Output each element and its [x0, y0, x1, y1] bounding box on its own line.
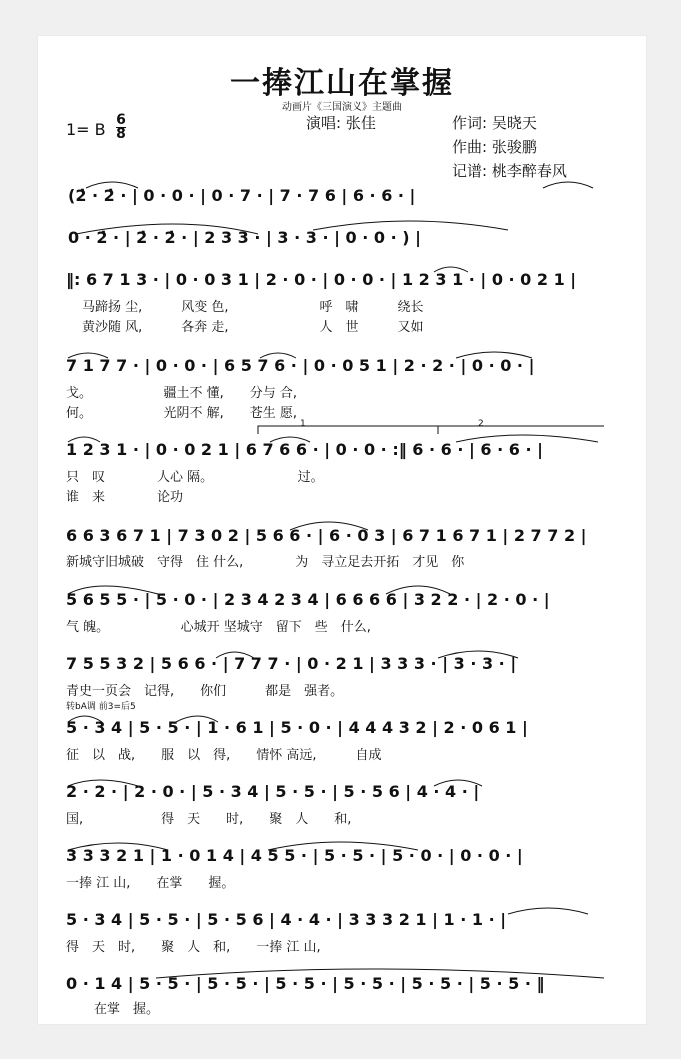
lyric-line: 何。 光阴不 解, 苍生 愿, — [66, 406, 298, 421]
notation-row: (2̇ · 2̇ · | 0 · 0 · | 0 · 7 · | 7 · 7 6 | 6 · 6 · | — [68, 186, 416, 205]
volta-2-label: 2 — [478, 419, 484, 429]
notation-row: ‖: 6 7 1 3 · | 0 · 0 3 1 | 2 · 0 · | 0 · 0 · | 1 2 3 1 · | 0 · 0 2 1 | — [66, 270, 577, 289]
lyric-line: 戈。 疆土不 懂, 分与 合, — [66, 386, 298, 401]
composer-credit: 作曲: 张骏鹏 — [452, 138, 537, 156]
lyric-line: 青史一页会 记得, 你们 都是 强者。 — [66, 684, 344, 699]
notation-row: 1 2 3 1 · | 0 · 0 2 1 | 6 7 6 6 · | 0 · 0 · :‖ 6 · 6 · | 6 · 6 · | — [66, 440, 543, 459]
notation-row: 3 3 3 2 1 | 1 · 0 1 4 | 4 5 5 · | 5 · 5 · | 5 · 0 · | 0 · 0 · | — [66, 846, 523, 865]
notation-row: 5 · 3 4 | 5 · 5 · | 1 · 6 1 | 5 · 0 · | 4 4 4 3 2 | 2 · 0 6 1 | — [66, 718, 528, 737]
volta-1-label: 1 — [300, 419, 306, 429]
transcriber-credit: 记谱: 桃李醉春风 — [452, 162, 567, 180]
score-sheet — [38, 36, 646, 1024]
lyric-line: 谁 来 论功 — [66, 490, 184, 505]
meter-top: 6 — [116, 112, 126, 128]
notation-row: 5 6 5 5 · | 5 · 0 · | 2 3 4 2 3 4 | 6 6 6 6 | 3 2 2 · | 2 · 0 · | — [66, 590, 550, 609]
notation-row: 5 · 3 4 | 5 · 5 · | 5 · 5 6 | 4 · 4 · | 3 3 3 2 1 | 1 · 1 · | — [66, 910, 507, 929]
lyric-line: 黄沙随 风, 各奔 走, 人 世 又如 — [82, 320, 424, 335]
lyric-line: 一捧 江 山, 在掌 握。 — [66, 876, 235, 891]
notation-row: 6 6 3 6 7 1 | 7 3 0 2 | 5 6 6 · | 6 · 0 3 | 6 7 1 6 7 1 | 2 7 7 2 | — [66, 526, 587, 545]
lyric-line: 新城守旧城破 守得 住 什么, 为 寻立足去开拓 才见 你 — [66, 555, 465, 570]
modulation-annotation: 转bA调 前3=后5 — [66, 702, 136, 712]
lyric-line: 马蹄扬 尘, 风变 色, 呼 啸 绕长 — [82, 300, 424, 315]
lyric-line: 征 以 战, 服 以 得, 情怀 高远, 自成 — [66, 748, 382, 763]
notation-row: 2 · 2 · | 2 · 0 · | 5 · 3 4 | 5 · 5 · | 5 · 5 6 | 4 · 4 · | — [66, 782, 480, 801]
notation-row: 7 5 5 3 2 | 5 6 6 · | 7 7 7 · | 0 · 2 1 | 3 3 3 · | 3 · 3 · | — [66, 654, 517, 673]
lyric-line: 在掌 握。 — [94, 1002, 160, 1017]
time-signature — [116, 114, 126, 141]
singer-credit: 演唱: 张佳 — [306, 114, 376, 132]
lyric-line: 气 魄。 心城开 坚城守 留下 些 什么, — [66, 620, 371, 635]
volta-1-line — [258, 426, 438, 434]
lyric-line: 得 天 时, 聚 人 和, 一捧 江 山, — [66, 940, 321, 955]
volta-2-line — [438, 426, 604, 434]
lyric-line: 只 叹 人心 隔。 过。 — [66, 470, 324, 485]
key-signature: 1= B — [66, 120, 106, 139]
song-subtitle: 动画片《三国演义》主题曲 — [282, 102, 402, 113]
notation-row: 7 1 7 7 · | 0 · 0 · | 6 5 7 6 · | 0 · 0 5 1 | 2 · 2 · | 0 · 0 · | — [66, 356, 535, 375]
lyricist-credit: 作词: 吴晓天 — [452, 114, 537, 132]
song-title: 一捧江山在掌握 — [230, 66, 454, 101]
notation-row: 0 · 1 4 | 5 · 5 · | 5 · 5 · | 5 · 5 · | 5 · 5 · | 5 · 5 · | 5 · 5 · ‖ — [66, 974, 545, 993]
slur-mark — [543, 182, 593, 188]
notation-row: 0 · 2̇ · | 2̇ · 2̇ · | 2 3 3 · | 3 · 3 · | 0 · 0 · ) | — [68, 228, 421, 247]
lyric-line: 国, 得 天 时, 聚 人 和, — [66, 812, 352, 827]
meter-bottom: 8 — [116, 126, 126, 142]
slur-mark — [508, 908, 588, 914]
